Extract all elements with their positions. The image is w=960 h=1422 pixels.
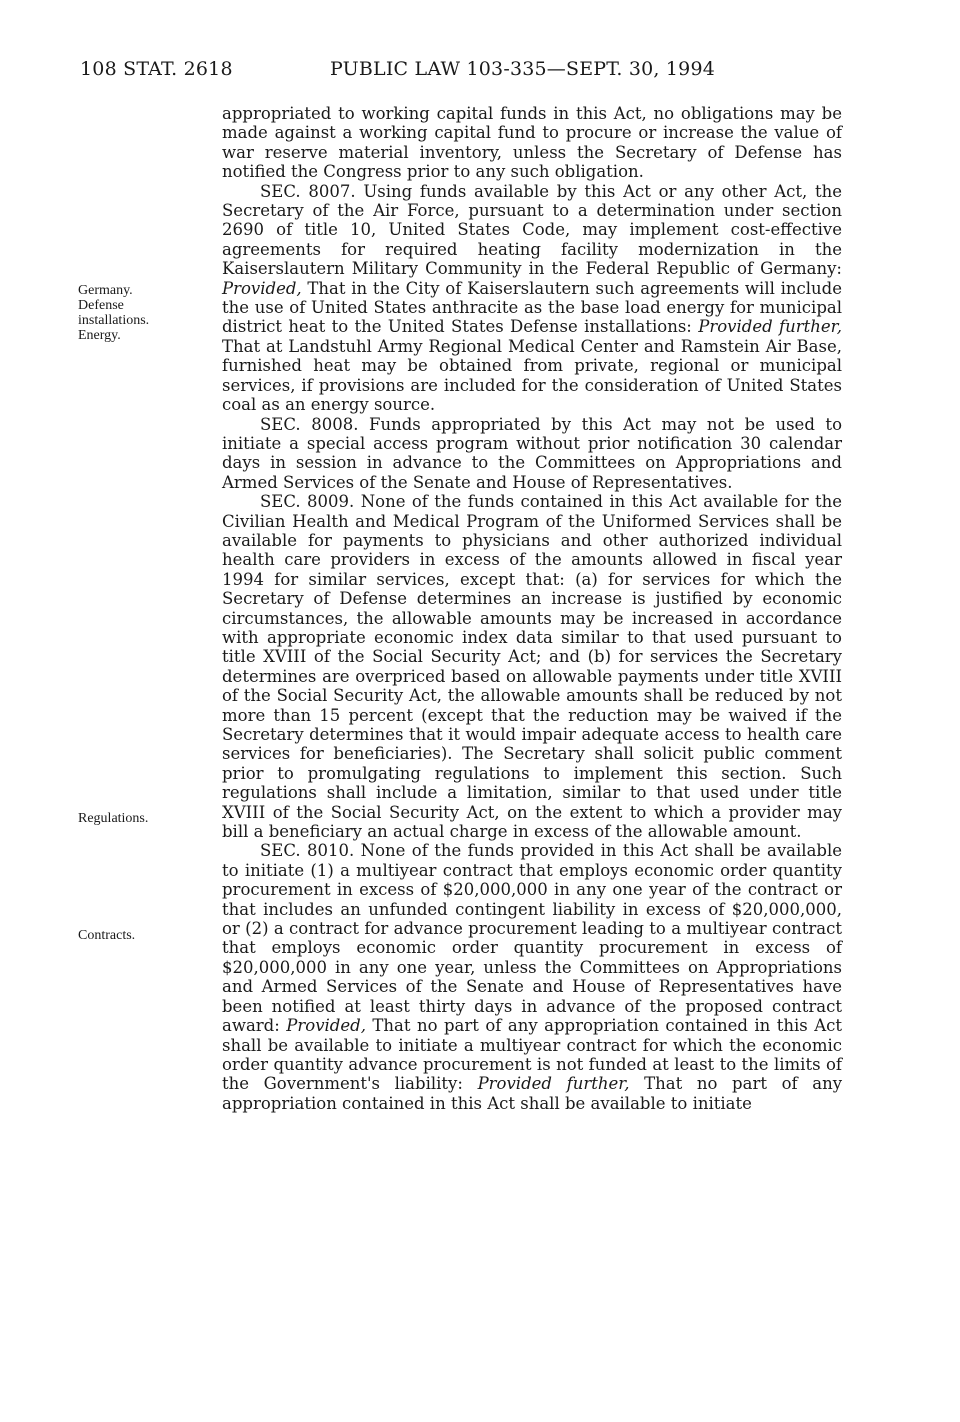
sec-label: SEC. — [260, 414, 301, 434]
public-law-title: PUBLIC LAW 103-335—SEPT. 30, 1994 — [330, 58, 716, 80]
sec-text: That no part of any appropriation contained in this Act shall be available to initiate — [222, 1074, 843, 1113]
sec-number: 8009. — [307, 492, 355, 512]
section-8009 — [222, 492, 842, 841]
page-header — [80, 58, 840, 82]
sec-text: None of the funds provided in this Act shall be available to initiate (1) a multiyear contract that employs economic order quantity procurement in excess of $20,000,000 in any one year of the contract or that includes an unfunded contingent liability in excess of $20,000,000, or (2) a contract for advance procurement leading to a multiyear contract that employs economic order quantity procurement in excess of $20,000,000 in any one year, unless the Committees on Appropriations and Armed Services of the Senate and House of Representatives have been notified at least thirty days in advance of the proposed contract award: — [222, 841, 843, 1036]
stat-page-number: 108 STAT. 2618 — [80, 58, 233, 80]
sec-text: Using funds available by this Act or any other Act, the Secretary of the Air Force, pursuant to a determination under section 2690 of title 10, United States Code, may implement cost-effective agreements for required heating facility modernization in the Kaiserslautern Military Community in the Federal Republic of Germany: — [222, 181, 842, 279]
proviso: Provided, — [222, 278, 302, 298]
proviso: Provided further, — [477, 1074, 630, 1094]
sec-text: That at Landstuhl Army Regional Medical Center and Ramstein Air Base, furnished heat may be obtained from private, regional or municipal services, if provisions are included for the consideration of United States coal as an energy source. — [222, 336, 842, 415]
margin-note-regulations: Regulations. — [78, 811, 149, 826]
margin-note-contracts: Contracts. — [78, 928, 136, 943]
proviso: Provided, — [286, 1016, 366, 1036]
paragraph-intro: appropriated to working capital funds in this Act, no obligations may be made against a working capital fund to procure or increase the value of war reserve material inventory, unless the Secretary of Defense has notified the Congress prior to any such obligation. — [222, 104, 842, 182]
sec-number: 8008. — [311, 414, 359, 434]
sec-text: That in the City of Kaiserslautern such agreements will include the use of United States anthracite as the base load energy for municipal district heat to the United States Defense installations: — [222, 278, 842, 337]
sec-text: Funds appropriated by this Act may not be used to initiate a special access program without prior notification 30 calendar days in session in advance to the Committees on Appropriations and Armed Services of the Senate and House of Representatives. — [222, 414, 842, 492]
margin-note-line: Energy. — [78, 328, 121, 343]
sec-label: SEC. — [260, 492, 301, 512]
sec-number: 8007. — [308, 181, 356, 201]
sec-number: 8010. — [307, 841, 355, 861]
margin-note-line: installations. — [78, 313, 150, 328]
proviso: Provided further, — [698, 317, 842, 337]
margin-note-line: Germany. — [78, 283, 133, 298]
margin-note-line: Defense — [78, 298, 124, 313]
margin-note-germany — [78, 283, 198, 343]
section-8007 — [222, 182, 842, 415]
section-8008 — [222, 415, 842, 493]
sec-text: That no part of any appropriation contained in this Act shall be available to initiate a multiyear contract for which the economic order quantity advance procurement is not funded at least to the limits of the Government's liability: — [222, 1016, 842, 1094]
section-8010 — [222, 841, 842, 1113]
sec-label: SEC. — [260, 841, 301, 861]
sec-text: None of the funds contained in this Act available for the Civilian Health and Medical Program of the Uniformed Services shall be available for payments to physicians and other authorized individual health care providers in excess of the amounts allowed in fiscal year 1994 for similar services, except that: (a) for services for which the Secretary of Defense determines an increase is justified by economic circumstances, the allowable amounts may be increased in accordance with appropriate economic index data similar to that used pursuant to title XVIII of the Social Security Act; and (b) for services the Secretary determines are overpriced based on allowable payments under title XVIII of the Social Security Act, the allowable amounts shall be reduced by not more than 15 percent (except that the reduction may be waived if the Secretary determines that it would impair adequate access to health care services for beneficiaries). The Secretary shall solicit public comment prior to promulgating regulations to implement this section. Such regulations shall include a limitation, similar to that used under title XVIII of the Social Security Act, on the extent to which a provider may bill a beneficiary an actual charge in excess of the allowable amount. — [222, 492, 842, 842]
body-text — [222, 104, 842, 1113]
sec-label: SEC. — [260, 181, 301, 201]
